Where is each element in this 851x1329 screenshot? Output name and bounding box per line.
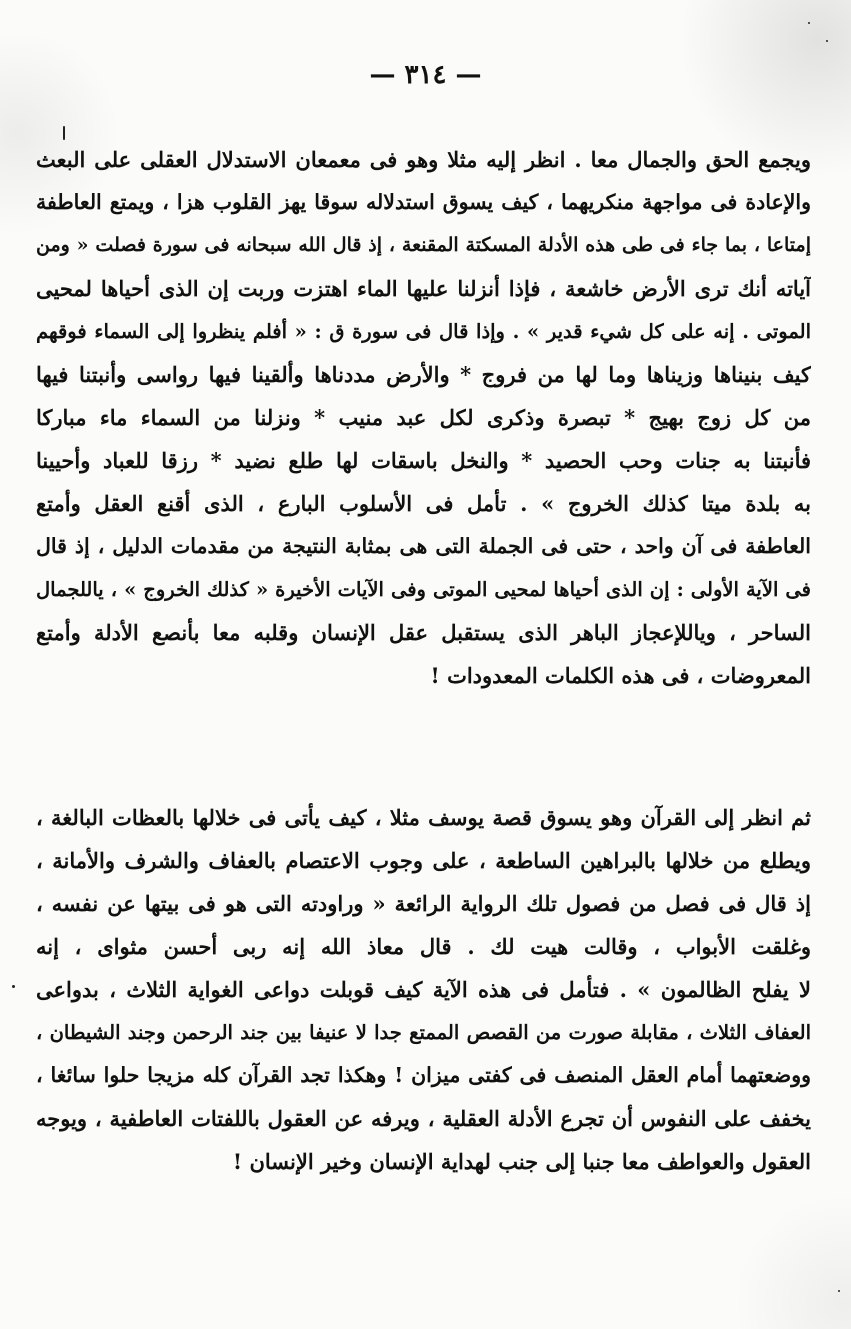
text-line: لا يفلح الظالمون » . فتأمل فى هذه الآية كيف قوبلت دواعى الغواية الثلاث ، بدواعى [36,977,811,1002]
text-line: ويجمع الحق والجمال معا . انظر إليه مثلا وهو فى معمعان الاستدلال العقلى على البعث [36,147,811,172]
text-line: آياته أنك ترى الأرض خاشعة ، فإذا أنزلنا عليها الماء اهتزت وربت إن الذى أحياها لمحيى [36,276,811,301]
text-line: فأنبتنا به جنات وحب الحصيد * والنخل باسقات لها طلع نضيد * رزقا للعباد وأحيينا [36,448,811,473]
scan-speck [63,126,65,140]
text-line: من كل زوج بهيج * تبصرة وذكرى لكل عبد منيب * ونزلنا من السماء ماء مباركا [36,405,811,430]
text-line: فى الآية الأولى : إن الذى أحياها لمحيى الموتى وفى الآيات الأخيرة « كذلك الخروج » ، ياللجمال [36,578,811,601]
text-line: والإعادة فى مواجهة منكريهما ، كيف يسوق استدلاله سوقا يهز القلوب هزا ، ويمتع العاطفة [36,190,811,214]
paragraph-1 [36,138,811,697]
text-line: العقول والعواطف معا جنبا إلى جنب لهداية الإنسان وخير الإنسان ! [232,1149,811,1174]
text-line: ثم انظر إلى القرآن وهو يسوق قصة يوسف مثلا ، كيف يأتى فى خلالها بالعظات البالغة ، [36,805,811,830]
text-line: إذ قال فى فصل من فصول تلك الرواية الرائعة « وراودته التى هو فى بيتها عن نفسه ، [36,891,811,916]
text-line: العاطفة فى آن واحد ، حتى فى الجملة التى هى بمثابة النتيجة من مقدمات الدليل ، إذ قال [36,534,811,558]
text-line: الساحر ، وياللإعجاز الباهر الذى يستقبل عقل الإنسان وقلبه معا بأنصع الأدلة وأمتع [36,620,811,645]
text-line: يخفف على النفوس أن تجرع الأدلة العقلية ، ويرفه عن العقول باللفتات العاطفية ، ويوجه [36,1106,811,1131]
text-line: ويطلع من خلالها بالبراهين الساطعة ، على وجوب الاعتصام بالعفاف والشرف والأمانة ، [36,848,811,873]
text-line: كيف بنيناها وزيناها وما لها من فروج * والأرض مددناها وألقينا فيها رواسى وأنبتنا فيها [36,362,811,387]
scan-speck [826,40,828,42]
text-line: به بلدة ميتا كذلك الخروج » . تأمل فى الأسلوب البارع ، الذى أقنع العقل وأمتع [36,491,811,516]
text-line: وغلقت الأبواب ، وقالت هيت لك . قال معاذ الله إنه ربى أحسن مثواى ، إنه [36,934,811,959]
text-line: المعروضات ، فى هذه الكلمات المعدودات ! [430,663,811,688]
paragraph-2 [36,796,811,1183]
text-line: إمتاعا ، بما جاء فى طى هذه الأدلة المسكتة المقنعة ، إذ قال الله سبحانه فى سورة فصلت « ومن [36,234,811,256]
scan-speck [808,22,810,24]
text-line: ووضعتهما أمام العقل المنصف فى كفتى ميزان ! وهكذا تجد القرآن كله مزيجا حلوا سائغا ، [36,1063,811,1087]
scan-speck [12,985,15,988]
text-line: العفاف الثلاث ، مقابلة صورت من القصص الممتع جدا لا عنيفا بين جند الرحمن وجند الشيطان ، [36,1021,811,1044]
page-number: — ٣١٤ — [369,60,482,90]
text-line: الموتى . إنه على كل شيء قدير » . وإذا قال فى سورة ق : « أفلم ينظروا إلى السماء فوقهم [36,320,811,343]
scan-speck [838,1290,840,1292]
